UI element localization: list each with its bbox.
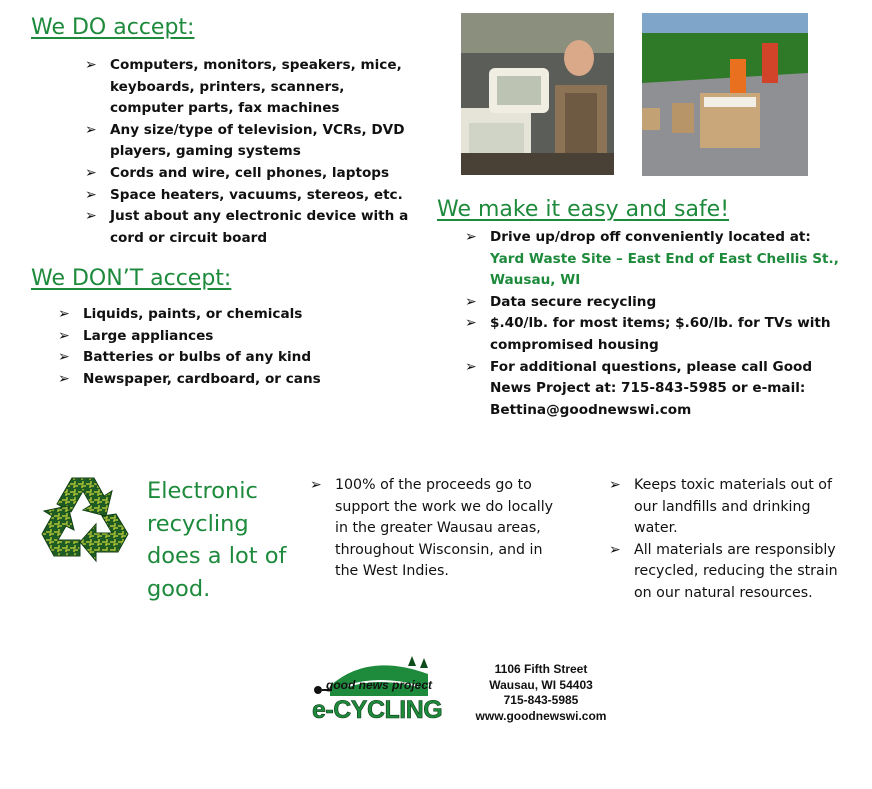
arrow-bullet-icon: ➢ (85, 186, 97, 203)
arrow-bullet-icon: ➢ (465, 293, 477, 310)
list-item: ➢ Cords and wire, cell phones, laptops (85, 163, 420, 185)
tagline: Electronic recycling does a lot of good. (147, 478, 287, 602)
logo-line2: e-CYCLING (312, 696, 443, 724)
arrow-bullet-icon: ➢ (58, 370, 70, 387)
arrow-bullet-icon: ➢ (609, 477, 621, 493)
list-item (465, 227, 845, 292)
list-item: ➢ Liquids, paints, or chemicals (58, 304, 378, 326)
dropoff-location: Yard Waste Site – East End of East Chellis St., Wausau, WI (490, 250, 839, 289)
contact-street: 1106 Fifth Street (494, 662, 588, 676)
list-item: ➢ Any size/type of television, VCRs, DVD players, gaming systems (85, 121, 405, 160)
contact-website: www.goodnewswi.com (475, 708, 607, 723)
arrow-bullet-icon: ➢ (85, 121, 97, 138)
list-item: ➢ Space heaters, vacuums, stereos, etc. (85, 185, 420, 207)
reject-list (58, 304, 378, 390)
list-item: ➢ 100% of the proceeds go to support the work we do locally in the greater Wausau areas, throughout Wisconsin, and in the West Indies. (310, 477, 554, 580)
list-item: ➢ Keeps toxic materials out of our landfills and drinking water. (609, 477, 832, 537)
contact-city: Wausau, WI 54403 (489, 677, 593, 692)
dropoff-photo (642, 13, 808, 176)
arrow-bullet-icon: ➢ (465, 229, 477, 245)
arrow-bullet-icon: ➢ (58, 306, 70, 322)
arrow-bullet-icon: ➢ (465, 358, 477, 375)
list-item: ➢ Computers, monitors, speakers, mice, keyboards, printers, scanners, computer parts, fax machines (85, 57, 402, 117)
ecycling-logo (308, 656, 454, 728)
accept-heading: We DO accept: (31, 15, 195, 40)
arrow-bullet-icon: ➢ (85, 57, 97, 73)
volunteer-photo (461, 13, 614, 175)
arrow-bullet-icon: ➢ (58, 327, 70, 344)
contact-phone: 715-843-5985 (503, 693, 579, 707)
reject-heading: We DON’T accept: (31, 266, 232, 291)
list-item: ➢ All materials are responsibly recycled, reducing the strain on our natural resources. (609, 541, 838, 601)
list-item: ➢ $.40/lb. for most items; $.60/lb. for TVs with compromised housing (465, 315, 831, 353)
list-item: ➢ Large appliances (58, 326, 378, 348)
arrow-bullet-icon: ➢ (310, 477, 322, 493)
accept-list (85, 55, 420, 249)
easy-list (465, 227, 845, 421)
arrow-bullet-icon: ➢ (465, 315, 477, 332)
list-item: ➢ Batteries or bulbs of any kind (58, 347, 378, 369)
list-item: ➢ Newspaper, cardboard, or cans (58, 369, 378, 391)
arrow-bullet-icon: ➢ (85, 208, 97, 225)
arrow-bullet-icon: ➢ (609, 541, 621, 558)
arrow-bullet-icon: ➢ (58, 349, 70, 366)
benefits-right (609, 475, 849, 605)
dropoff-label: Drive up/drop off conveniently located at: (490, 229, 811, 245)
list-item: ➢ Just about any electronic device with a cord or circuit board (85, 208, 409, 246)
list-item: ➢ For additional questions, please call Good News Project at: 715-843-5985 or e-mail: Bettina@goodnewswi.com (465, 358, 813, 418)
easy-heading: We make it easy and safe! (437, 197, 730, 222)
logo-line1: good news project (326, 678, 433, 692)
arrow-bullet-icon: ➢ (85, 164, 97, 181)
benefits-middle (310, 475, 568, 583)
contact-block (466, 662, 616, 724)
recycle-icon (38, 472, 132, 564)
list-item: ➢ Data secure recycling (465, 292, 845, 314)
